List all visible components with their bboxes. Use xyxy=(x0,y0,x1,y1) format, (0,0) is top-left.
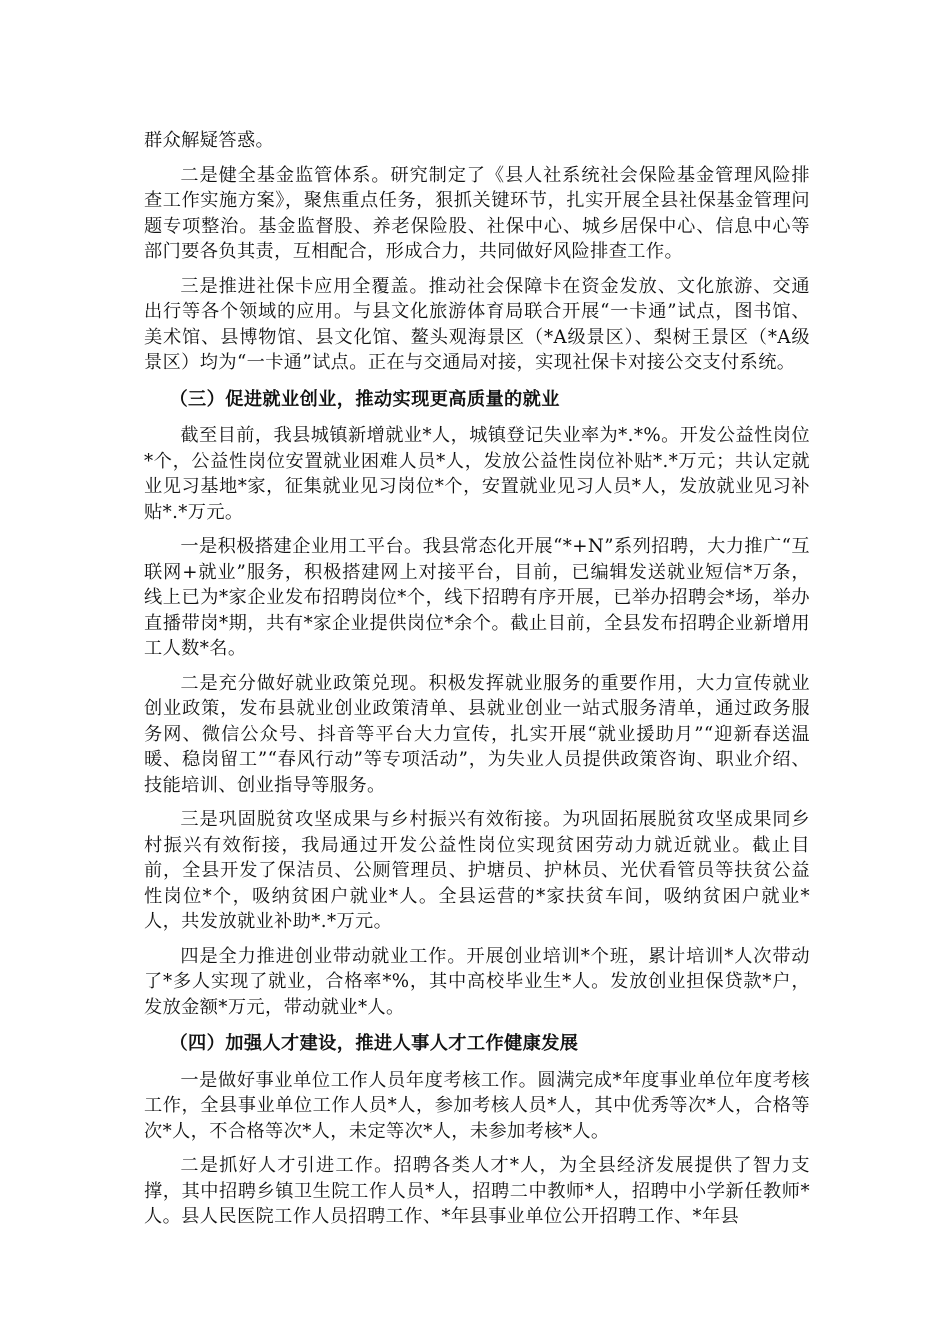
paragraph-talent-recruitment: 二是抓好人才引进工作。招聘各类人才*人，为全县经济发展提供了智力支撑，其中招聘乡镇卫生院工作人员*人，招聘二中教师*人，招聘中小学新任教师*人。县人民医院工作人员招聘工作、*年县事业单位公开招聘工作、*年县 xyxy=(144,1155,810,1227)
section-heading-talent: （四）加强人才建设，推进人事人才工作健康发展 xyxy=(169,1033,579,1054)
section-heading-employment: （三）促进就业创业，推动实现更高质量的就业 xyxy=(169,388,560,410)
paragraph-employment-summary: 截至目前，我县城镇新增就业*人，城镇登记失业率为*.*%。开发公益性岗位*个，公益性岗位安置就业困难人员*人，发放公益性岗位补贴*.*万元；共认定就业见习基地*家，征集就业见习岗位*个，安置就业见习人员*人，发放就业见习补贴*.*万元。 xyxy=(144,425,810,523)
paragraph-poverty-alleviation: 三是巩固脱贫攻坚成果与乡村振兴有效衔接。为巩固拓展脱贫攻坚成果同乡村振兴有效衔接，我局通过开发公益性岗位实现贫困劳动力就近就业。截止目前，全县开发了保洁员、公厕管理员、护塘员、护林员、光伏看管员等扶贫公益性岗位*个，吸纳贫困户就业*人。全县运营的*家扶贫车间，吸纳贫困户就业*人，共发放就业补助*.*万元。 xyxy=(144,809,810,932)
paragraph-entrepreneurship: 四是全力推进创业带动就业工作。开展创业培训*个班，累计培训*人次带动了*多人实现了就业，合格率*%，其中高校毕业生*人。发放创业担保贷款*户，发放金额*万元，带动就业*人。 xyxy=(144,945,810,1018)
paragraph-continuation: 群众解疑答惑。 xyxy=(144,130,275,151)
paragraph-annual-assessment: 一是做好事业单位工作人员年度考核工作。圆满完成*年度事业单位年度考核工作，全县事业单位工作人员*人，参加考核人员*人，其中优秀等次*人，合格等次*人，不合格等次*人，未定等次*人，未参加考核*人。 xyxy=(144,1069,810,1142)
document-page xyxy=(144,128,810,1230)
paragraph-employment-policy: 二是充分做好就业政策兑现。积极发挥就业服务的重要作用，大力宣传就业创业政策，发布县就业创业政策清单、县就业创业一站式服务清单，通过政务服务网、微信公众号、抖音等平台大力宣传，扎实开展“就业援助月”“迎新春送温暖、稳岗留工”“春风行动”等专项活动”，为失业人员提供政策咨询、职业介绍、技能培训、创业指导等服务。 xyxy=(144,672,810,796)
paragraph-employment-platform: 一是积极搭建企业用工平台。我县常态化开展“*+N”系列招聘，大力推广“互联网+就业”服务，积极搭建网上对接平台，目前，已编辑发送就业短信*万条，线上已为*家企业发布招聘岗位*个，线下招聘有序开展，已举办招聘会*场，举办直播带岗*期，共有*家企业提供岗位*余个。截止目前，全县发布招聘企业新增用工人数*名。 xyxy=(144,536,810,659)
paragraph-fund-supervision: 二是健全基金监管体系。研究制定了《县人社系统社会保险基金管理风险排查工作实施方案》，聚焦重点任务，狠抓关键环节，扎实开展全县社保基金管理问题专项整治。基金监督股、养老保险股、社保中心、城乡居保中心、信息中心等部门要各负其责，互相配合，形成合力，共同做好风险排查工作。 xyxy=(144,164,810,262)
paragraph-social-security-card: 三是推进社保卡应用全覆盖。推动社会保障卡在资金发放、文化旅游、交通出行等各个领域的应用。与县文化旅游体育局联合开展“一卡通”试点，图书馆、美术馆、县博物馆、县文化馆、鳌头观海景区（*A级景区）、梨树王景区（*A级景区）均为“一卡通”试点。正在与交通局对接，实现社保卡对接公交支付系统。 xyxy=(144,275,810,373)
